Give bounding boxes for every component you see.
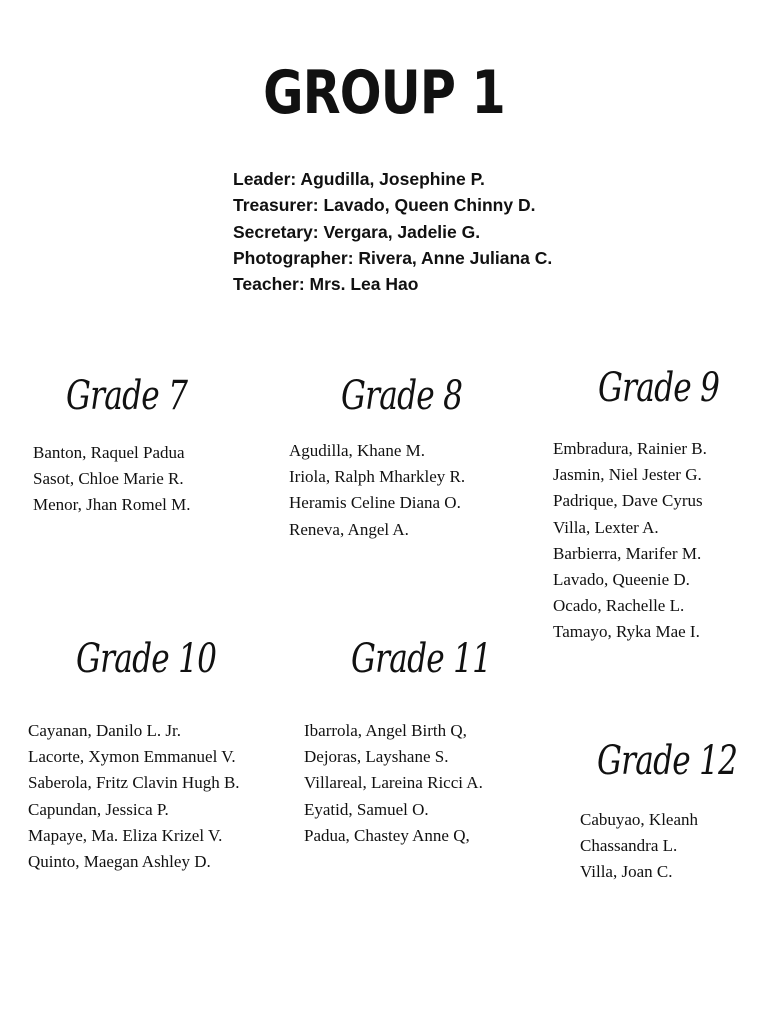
officer-secretary: Secretary: Vergara, Jadelie G. bbox=[233, 221, 481, 242]
member-name: Mapaye, Ma. Eliza Krizel V. bbox=[28, 825, 223, 845]
officer-photographer: Photographer: Rivera, Anne Juliana C. bbox=[233, 247, 553, 268]
member-name: Chassandra L. bbox=[580, 836, 678, 856]
grade-10-members bbox=[28, 718, 240, 875]
page-title: GROUP 1 bbox=[263, 58, 505, 128]
grade-7-members bbox=[33, 440, 191, 519]
member-name: Sasot, Chloe Marie R. bbox=[33, 469, 184, 489]
grade-11-members bbox=[304, 718, 483, 849]
officers-list bbox=[233, 166, 552, 297]
member-name: Padrique, Dave Cyrus bbox=[553, 491, 703, 511]
grade-9-members bbox=[553, 436, 707, 646]
member-name: Cayanan, Danilo L. Jr. bbox=[28, 721, 181, 740]
member-name: Cabuyao, Kleanh bbox=[580, 810, 699, 829]
officer-leader: Leader: Agudilla, Josephine P. bbox=[233, 169, 485, 189]
grade-9-heading: Grade 9 bbox=[598, 365, 720, 411]
member-name: Padua, Chastey Anne Q, bbox=[304, 825, 470, 845]
member-name: Jasmin, Niel Jester G. bbox=[553, 465, 702, 485]
member-name: Lacorte, Xymon Emmanuel V. bbox=[28, 747, 236, 767]
grade-7-heading: Grade 7 bbox=[66, 373, 188, 419]
member-name: Iriola, Ralph Mharkley R. bbox=[289, 467, 466, 487]
member-name: Eyatid, Samuel O. bbox=[304, 799, 429, 819]
grade-11-heading: Grade 11 bbox=[351, 636, 492, 682]
member-name: Agudilla, Khane M. bbox=[289, 441, 425, 460]
member-name: Reneva, Angel A. bbox=[289, 519, 409, 539]
grade-12-heading: Grade 12 bbox=[597, 738, 738, 784]
member-name: Villareal, Lareina Ricci A. bbox=[304, 773, 483, 793]
officer-treasurer: Treasurer: Lavado, Queen Chinny D. bbox=[233, 195, 536, 216]
member-name: Tamayo, Ryka Mae I. bbox=[553, 622, 700, 642]
member-name: Ocado, Rachelle L. bbox=[553, 596, 685, 616]
grade-10-heading: Grade 10 bbox=[76, 636, 217, 682]
member-name: Capundan, Jessica P. bbox=[28, 799, 169, 819]
member-name: Villa, Joan C. bbox=[580, 862, 673, 882]
member-name: Heramis Celine Diana O. bbox=[289, 493, 461, 513]
member-name: Saberola, Fritz Clavin Hugh B. bbox=[28, 773, 240, 793]
member-name: Villa, Lexter A. bbox=[553, 517, 659, 537]
member-name: Menor, Jhan Romel M. bbox=[33, 495, 191, 515]
member-name: Banton, Raquel Padua bbox=[33, 443, 185, 462]
member-name: Quinto, Maegan Ashley D. bbox=[28, 851, 211, 871]
grade-12-members bbox=[580, 807, 698, 886]
grade-8-members bbox=[289, 438, 465, 543]
member-name: Embradura, Rainier B. bbox=[553, 439, 707, 458]
member-name: Barbierra, Marifer M. bbox=[553, 543, 702, 563]
member-name: Lavado, Queenie D. bbox=[553, 569, 690, 589]
officer-teacher: Teacher: Mrs. Lea Hao bbox=[233, 274, 419, 295]
member-name: Ibarrola, Angel Birth Q, bbox=[304, 721, 467, 740]
grade-8-heading: Grade 8 bbox=[341, 373, 463, 419]
member-name: Dejoras, Layshane S. bbox=[304, 747, 449, 767]
